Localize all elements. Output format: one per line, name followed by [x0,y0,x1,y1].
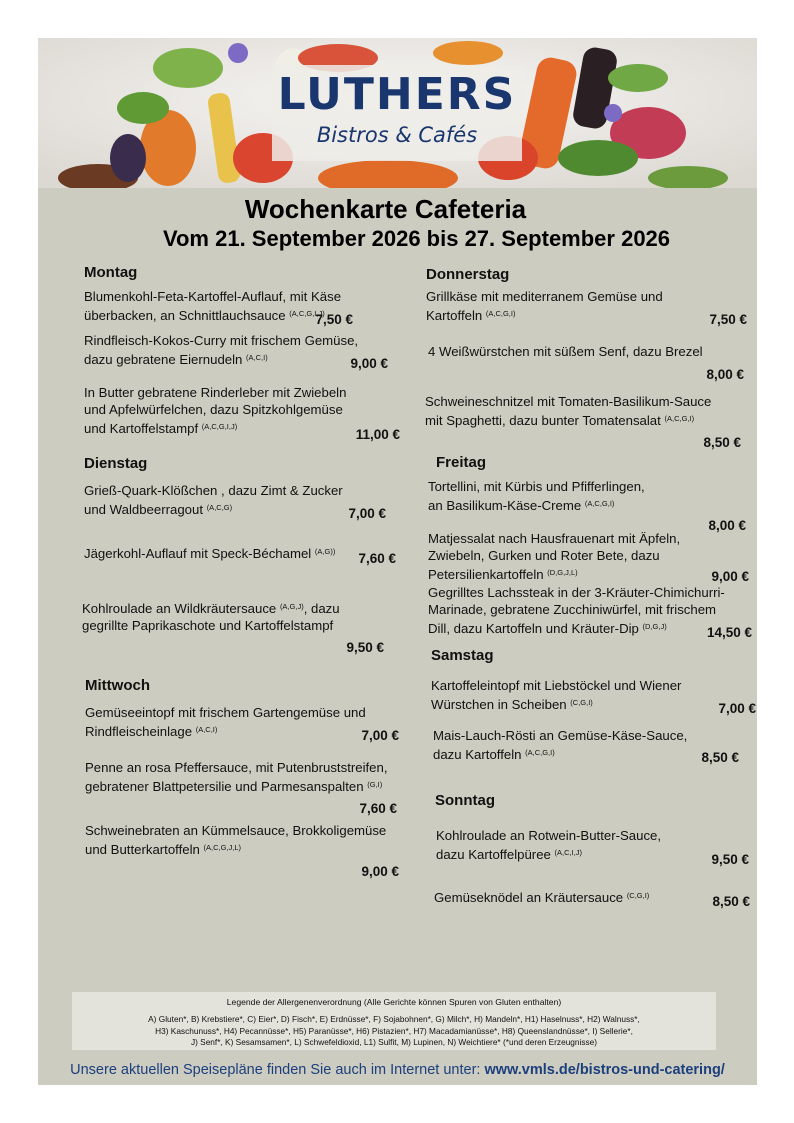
dish-line [82,617,340,634]
dish-text: und Butterkartoffeln [85,842,200,857]
dish-price: 9,50 € [346,640,384,655]
dish-text: Gemüseknödel an Kräutersauce [434,890,624,905]
dish-line [84,288,341,305]
dish-line [85,704,366,721]
dish-price: 9,00 € [350,356,388,371]
legend-line: H3) Kaschunuss*, H4) Pecannüsse*, H5) Paranüsse*, H6) Pistazien*, H7) Macadamianüsse*, H8) Queenslandnüsse*, I) Sellerie*, [155,1025,633,1036]
dish-line [428,343,703,360]
dish-text: In Butter gebratene Rinderleber mit Zwiebeln [84,385,347,400]
dish-text: Penne an rosa Pfeffersauce, mit Putenbruststreifen, [85,760,388,775]
dish-text: Gegrilltes Lachssteak in der 3-Kräuter-Chimichurri- [428,585,725,600]
dish-text: Marinade, gebratene Zucchiniwürfel, mit frischem [428,602,717,617]
allergen-codes: (A,C,G,I) [525,748,555,757]
dish-line [84,543,335,562]
dish-line [82,598,340,617]
dish-line [425,410,711,429]
day-heading: Donnerstag [426,266,510,283]
dish-text: Petersilienkartoffeln [428,567,544,582]
allergen-legend [72,992,716,1050]
dish-line [428,601,725,618]
legend-line: J) Senf*, K) Sesamsamen*, L) Schwefeldioxid, L1) Sulfit, M) Lupinen, N) Weichtiere* (*und deren Erzeugnisse) [190,1037,598,1047]
dish-price: 9,00 € [711,569,749,584]
allergen-codes: (A,C,G,I,J) [201,422,238,431]
dish-text: dazu Kartoffeln [433,747,522,762]
dish-line [433,727,687,744]
dish-line [433,744,687,763]
dish-description [433,727,687,763]
allergen-codes: (A,C,I,J) [554,848,583,857]
dish-price: 7,00 € [718,701,756,716]
day-heading: Montag [84,264,138,281]
dish-line [85,776,388,795]
dish-description [84,384,346,437]
legend-body [82,1014,706,1049]
dish-description [428,343,703,360]
dish-description [434,887,649,906]
dish-text: Kohlroulade an Wildkräutersauce [82,601,277,616]
dish-text: Blumenkohl-Feta-Kartoffel-Auflauf, mit Käse [84,289,342,304]
dish-text: Schweineschnitzel mit Tomaten-Basilikum-Sauce [425,394,712,409]
allergen-codes: (A,C,I) [246,353,268,362]
dish-line [84,418,346,437]
dish-text: Schweinebraten an Kümmelsauce, Brokkoligemüse [85,823,387,838]
dish-text: Matjessalat nach Hausfrauenart mit Äpfeln, [428,531,681,546]
allergen-codes: (A,G,J) [279,602,304,611]
dish-price: 8,50 € [701,750,739,765]
dish-text: Würstchen in Scheiben [431,697,567,712]
dish-price: 8,50 € [712,894,750,909]
dish-text: Kartoffeleintopf mit Liebstöckel und Wiener [431,678,682,693]
dish-text: Tortellini, mit Kürbis und Pfifferlingen, [428,479,645,494]
dish-description [84,543,335,562]
dish-price: 8,00 € [706,367,744,382]
day-heading: Sonntag [435,792,495,809]
dish-description [428,584,725,637]
dish-line [85,759,388,776]
dish-text: dazu gebratene Eiernudeln [84,352,243,367]
allergen-codes: (A,C,G,I) [584,499,615,508]
dish-price: 7,50 € [709,312,747,327]
allergen-codes: (D,G,J) [642,622,667,631]
day-heading: Mittwoch [85,677,150,694]
dish-description [431,677,681,713]
dish-description [82,598,340,634]
menu-sheet [38,38,757,1085]
dish-description [85,822,386,858]
dish-text: Kartoffeln [426,308,483,323]
dish-price: 9,00 € [361,864,399,879]
allergen-codes: (G,I) [367,780,383,789]
dish-line [428,584,725,601]
dish-price: 14,50 € [706,625,752,640]
dish-description [84,482,343,518]
dish-description [84,332,358,368]
dish-price: 8,50 € [703,435,741,450]
allergen-codes: (A,G)) [314,547,336,556]
dish-price: 11,00 € [355,427,400,442]
legend-line: A) Gluten*, B) Krebstiere*, C) Eier*, D) Fisch*, E) Erdnüsse*, F) Sojabohnen*, G) Milch*, H) Mandeln*, H1) Haselnuss*, H2) Walnuss*, [148,1014,640,1024]
dish-price: 7,60 € [359,801,397,816]
dish-line [436,827,661,844]
brand-name: LUTHERS [277,69,517,120]
day-heading: Dienstag [84,455,148,472]
allergen-codes: (A,C,G,J,L) [203,843,242,852]
dish-text: Gemüseeintopf mit frischem Gartengemüse und [85,705,366,720]
allergen-codes: (D,G,J,L) [547,568,578,577]
dish-text: Kohlroulade an Rotwein-Butter-Sauce, [436,828,662,843]
dish-line [85,822,386,839]
date-range: Vom 21. September 2026 bis 27. September 2026 [162,226,671,251]
allergen-codes: (A,C,G,I) [664,414,695,423]
dish-line [428,495,645,514]
dish-description [85,759,388,795]
allergen-codes: (C,G,I) [570,698,593,707]
dish-description [436,827,661,863]
dish-text: 4 Weißwürstchen mit süßem Senf, dazu Brezel [428,344,703,359]
dish-description [85,704,366,740]
legend-title: Legende der Allergenenverordnung (Alle Gerichte können Spuren von Gluten enthalten) [226,997,562,1007]
footer-text: Unsere aktuellen Speisepläne finden Sie auch im Internet unter: [70,1062,481,1078]
logo [272,65,522,161]
dish-text: Mais-Lauch-Rösti an Gemüse-Käse-Sauce, [433,728,688,743]
dish-text: und Kartoffelstampf [84,421,199,436]
footer [38,1062,757,1078]
dish-line [85,721,366,740]
dish-text: Rindfleischeinlage [85,724,193,739]
dish-line [84,401,346,418]
dish-line [84,349,358,368]
dish-text: Grillkäse mit mediterranem Gemüse und [426,289,663,304]
dish-text: Zwiebeln, Gurken und Roter Bete, dazu [428,548,660,563]
dish-line [436,844,661,863]
footer-link[interactable]: www.vmls.de/bistros-und-catering/ [484,1062,725,1078]
dish-line [428,564,680,583]
dish-line [431,694,681,713]
dish-line [84,482,343,499]
dish-line [425,393,711,410]
dish-line [428,547,680,564]
dish-text: gegrillte Paprikaschote und Kartoffelstampf [82,618,334,633]
dish-text: überbacken, an Schnittlauchsauce [84,308,286,323]
allergen-codes: (A,C,G,I,J) [289,309,325,318]
day-heading: Freitag [436,454,487,471]
dish-text: Grieß-Quark-Klößchen , dazu Zimt & Zucker [84,483,343,498]
dish-price: 7,00 € [348,506,386,521]
dish-line [426,305,663,324]
dish-line [431,677,681,694]
dish-price: 8,00 € [708,518,746,533]
day-heading: Samstag [431,647,494,664]
dish-line [428,530,680,547]
dish-price: 7,60 € [358,551,396,566]
dish-line [84,499,343,518]
dish-text: Rindfleisch-Kokos-Curry mit frischem Gemüse, [84,333,359,348]
dish-text: , dazu [303,601,340,616]
page-title: Wochenkarte Cafeteria [244,194,527,224]
dish-description [428,530,680,583]
dish-line [426,288,663,305]
dish-description [425,393,711,429]
dish-text: und Apfelwürfelchen, dazu Spitzkohlgemüse [84,402,343,417]
dish-line [428,618,725,637]
allergen-codes: (C,G,I) [626,891,650,900]
header-banner [38,38,757,188]
dish-price: 9,50 € [711,852,749,867]
dish-text: Jägerkohl-Auflauf mit Speck-Béchamel [84,546,312,561]
allergen-codes: (A,C,I) [195,725,218,734]
dish-price: 7,50 € [315,312,353,327]
dish-text: gebratener Blattpetersilie und Parmesanspalten [85,779,364,794]
allergen-codes: (A,C,G) [206,503,233,512]
allergen-codes: (A,C,G,I) [485,309,516,318]
dish-price: 7,00 € [361,728,399,743]
dish-description [426,288,663,324]
dish-line [434,887,649,906]
dish-line [85,839,386,858]
dish-text: und Waldbeerragout [84,502,204,517]
dish-text: mit Spaghetti, dazu bunter Tomatensalat [425,413,661,428]
dish-line [428,478,645,495]
dish-text: Dill, dazu Kartoffeln und Kräuter-Dip [428,621,639,636]
brand-sub: Bistros & Cafés [316,123,478,147]
dish-line [84,332,358,349]
dish-line [84,384,346,401]
dish-description [428,478,645,514]
dish-text: dazu Kartoffelpüree [436,847,551,862]
dish-text: an Basilikum-Käse-Creme [428,498,582,513]
